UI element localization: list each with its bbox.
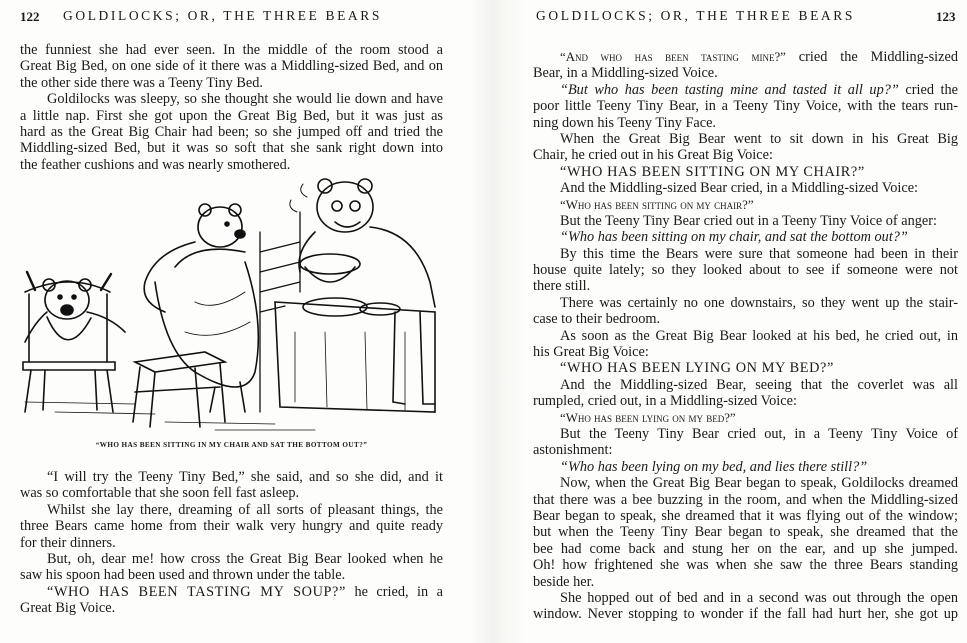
text-line: There was certainly no one downstairs, so they went up the stair- xyxy=(560,294,958,311)
text-line xyxy=(533,164,958,180)
text-line: And the Middling-sized Bear cried, in a Middling-sized Voice: xyxy=(560,180,919,197)
big-chair xyxy=(260,212,300,412)
text-span: “Who has been lying on my bed?” xyxy=(560,410,736,425)
page-number: 123 xyxy=(936,9,956,24)
text-line: But the Teeny Tiny Bear cried out, in a Teeny Tiny Voice of xyxy=(560,425,958,442)
floor-hatching xyxy=(25,402,315,430)
text-block-top xyxy=(20,42,443,173)
text-line: case to their bedroom. xyxy=(533,311,661,328)
text-line: beside her. xyxy=(533,573,595,590)
text-line xyxy=(533,229,958,245)
text-span: “Who has been sitting on my chair, and sat the bottom out?” xyxy=(560,229,908,246)
text-span: “WHO HAS BEEN LYING ON MY BED?” xyxy=(560,360,834,377)
illustration-caption: “WHO HAS BEEN SITTING IN MY CHAIR AND SAT THE BOTTOM OUT?” xyxy=(95,441,368,449)
text-line: house quite lately; so they looked about to see if someone were not xyxy=(533,262,958,279)
middling-bear xyxy=(144,204,258,412)
left-page xyxy=(0,0,470,643)
text-line: poor little Teeny Tiny Bear, in a Teeny Tiny Voice, with the tears run- xyxy=(533,98,958,115)
text-line: Great Big Bed, on one side of it there was a Middling-sized Bed, and on xyxy=(20,58,443,75)
text-line: As soon as the Great Big Bear looked at his bed, he cried out, in xyxy=(560,327,958,344)
text-span: “But who has been tasting mine and tasted it all up?” xyxy=(560,81,899,98)
text-line: the feather cushions and was nearly smothered. xyxy=(20,156,291,173)
running-head: GOLDILOCKS; OR, THE THREE BEARS xyxy=(536,8,855,23)
text-line: Oh! how frightened she was when she saw the three Bears standing xyxy=(533,557,958,574)
text-line xyxy=(533,360,958,376)
tiny-bear xyxy=(25,272,125,342)
text-block-bottom xyxy=(20,469,443,617)
text-line: And the Middling-sized Bear, seeing that the coverlet was all xyxy=(560,376,958,393)
text-line: but when the Teeny Tiny Bear began to speak, she dreamed that the xyxy=(533,524,958,541)
text-line: saw his spoon had been used and thrown under the table. xyxy=(20,567,346,584)
text-line: Bear began to speak, she dreamed that it was flying out of the window; xyxy=(533,507,958,524)
text-line: there still. xyxy=(533,278,591,295)
text-line: the other side there was a Teeny Tiny Bed. xyxy=(20,74,263,91)
text-line: But the Teeny Tiny Bear cried out in a Teeny Tiny Voice of anger: xyxy=(560,212,937,229)
text-line: By this time the Bears were sure that someone had been in their xyxy=(560,245,958,262)
text-line: hard as the Great Big Chair had been; so she jumped off and tried the xyxy=(20,123,443,140)
text-span: “Who has been lying on my bed, and lies there still?” xyxy=(560,458,868,475)
text-line: Whilst she lay there, dreaming of all sorts of pleasant things, the xyxy=(47,501,443,518)
text-line xyxy=(20,584,443,600)
text-line: window. Never stopping to wonder if the fall had hurt her, she got up xyxy=(533,606,958,623)
text-line: Goldilocks was sleepy, so she thought she would lie down and have xyxy=(47,91,443,108)
text-line: Middling-sized Bed, but it was so soft that she sank right down into xyxy=(20,140,443,157)
text-line xyxy=(533,82,958,98)
text-line: Bear, in a Middling-sized Voice. xyxy=(533,65,718,82)
text-line: three Bears came home from their walk very hungry and quite ready xyxy=(20,518,443,535)
text-line: astonishment: xyxy=(533,442,613,459)
text-line xyxy=(533,197,958,213)
text-line: She hopped out of bed and in a second was out through the open xyxy=(560,589,958,606)
bears-illustration xyxy=(15,172,445,437)
text-line: a little nap. First she got upon the Great Big Bed, but it was just as xyxy=(20,107,443,124)
text-line: When the Great Big Bear went to sit down in his Great Big xyxy=(560,130,958,147)
text-line: Chair, he cried out in his Great Big Voice: xyxy=(533,147,773,164)
text-line: the funniest she had ever seen. In the middle of the room stood a xyxy=(20,42,443,58)
text-line: was so comfortable that she soon fell fast asleep. xyxy=(20,485,300,502)
text-line: ning down his Teeny Tiny Face. xyxy=(533,114,717,131)
right-page xyxy=(500,0,967,643)
broken-chair xyxy=(133,352,225,427)
great-big-bear xyxy=(290,179,435,404)
text-line: that there was a bee buzzing in the room, and when the Middling-sized xyxy=(533,491,958,508)
text-line: But, oh, dear me! how cross the Great Big Bear looked when he xyxy=(47,550,443,567)
high-chair xyxy=(23,282,115,412)
text-line xyxy=(533,49,958,65)
text-span: “And who has been tasting mine?” xyxy=(560,50,786,64)
text-line: for their dinners. xyxy=(20,534,116,551)
text-line: Great Big Voice. xyxy=(20,600,116,617)
running-head: GOLDILOCKS; OR, THE THREE BEARS xyxy=(63,8,382,23)
text-span: cried the Middling-sized xyxy=(785,49,958,65)
text-line: Now, when the Great Big Bear began to speak, Goldilocks dreamed xyxy=(560,475,958,492)
text-span: “Who has been sitting on my chair?” xyxy=(560,197,754,212)
text-line: his Great Big Voice: xyxy=(533,344,649,361)
text-line xyxy=(533,410,958,426)
text-line: bee had come back and stung her on the ear, and up she jumped. xyxy=(533,540,958,557)
text-line xyxy=(533,459,958,475)
text-span: he cried, in a xyxy=(345,583,444,600)
text-span: “WHO HAS BEEN SITTING ON MY CHAIR?” xyxy=(560,163,865,180)
text-block xyxy=(533,49,958,623)
text-span: “WHO HAS BEEN TASTING MY SOUP?” xyxy=(47,583,346,600)
page-number: 122 xyxy=(20,9,40,24)
table xyxy=(275,298,435,412)
text-line: rumpled, cried out, in a Middling-sized Voice: xyxy=(533,393,797,410)
text-span: cried the xyxy=(898,81,959,98)
text-line: “I will try the Teeny Tiny Bed,” she said, and so she did, and it xyxy=(47,469,443,485)
